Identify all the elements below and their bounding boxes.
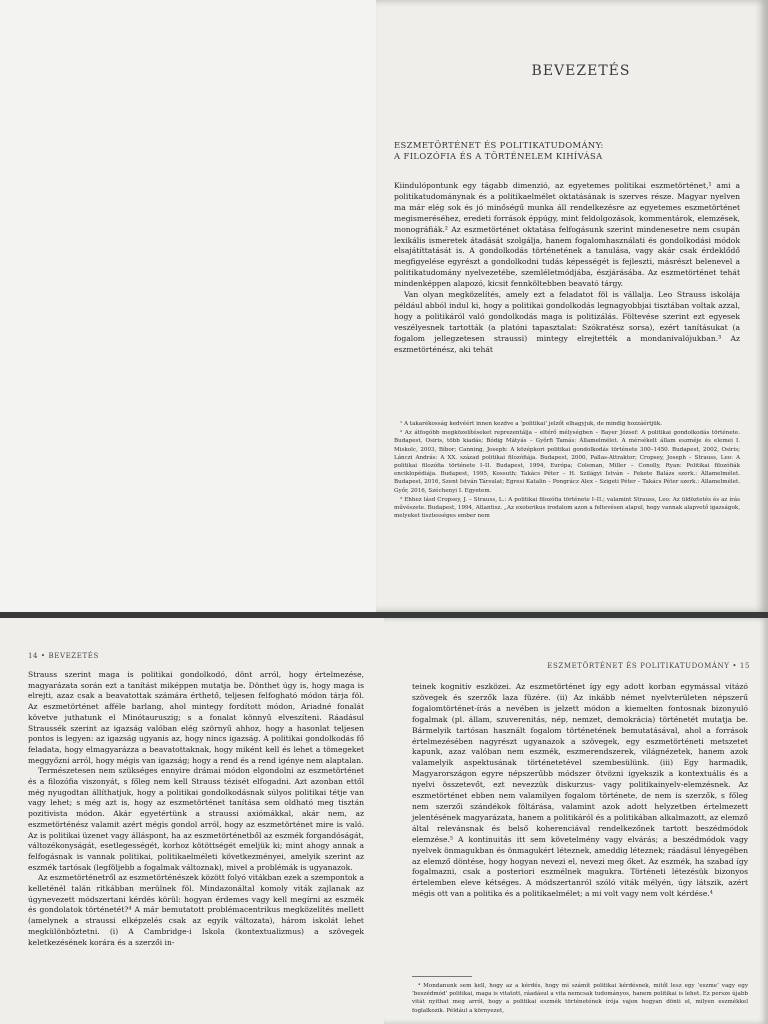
footnote: ³ Ehhez lásd Cropsey, J. – Strauss, L.: A politikai filozófia története I–II.; valamint Strauss, Leo: Az üldöztetés és az írás művészete. Budapest, 1994, Atlantisz. „Az exoterikus irodalom azon a feltevésen alapul, hogy vannak alapvető igazságok, melyeket tisztességes ember nem: [394, 496, 740, 520]
paragraph: Kiindulópontunk egy tágabb dimenzió, az egyetemes politikai eszmetörténet,¹ ami a politikatudománynak és a politikaelmélet oktatásának is szerves része. Magyar nyelven ma már elég sok és jó minőségű munka áll rendelkezésre az egyetemes eszmetörténet megismeréséhez, eredeti források éppúgy, mint feldolgozások, kommentárok, elemzések, monográfiák.² Az eszmetörténet oktatása felfogásunk szerint mindenesetre nem csupán lexikális ismeretek átadását szolgálja, hanem fogalomhasználati és gondolkodási módok elsajátíttatását is. A gondolkodás történetének a tanulása, vagy akár csak érdeklődő megfigyelése egyrészt a gondolkodni tudás képességét is fejleszti, másrészt belenevel a politikatudomány nyelvezetébe, szemléletmódjába, észjárásába. Az eszmetörténet tehát mindenképpen alapozó, kicsit fennköltebben beavató tárgy.: [394, 181, 740, 289]
paragraph: Természetesen nem szükséges ennyire drámai módon elgondolni az eszmetörténet és a filozófia viszonyát, s főleg nem kell Strauss tézisét elfogadni. Azt azonban ettől még nyugodtan állíthatjuk, hogy a politikai gondolkodásnak súlyos politikai tétje van vagy lehet; s még azt is, hogy az eszmetörténet tanítása sem oldható meg tisztán pozitivista módon. Akár egyetértünk a straussi axiómákkal, akár nem, az eszmetörténész valamit azért mégis gondol arról, hogy az eszmetörténet mire is való. Az is politikai üzenet vagy álláspont, ha az eszmetörténetből az eszmék forgandóságát, változékonyságát, esetlegességét, korhoz kötöttségét emeljük ki; mint ahogy annak a felfogásnak is vannak politikai, politikaelméleti következményei, amelyik szerint az eszmék tartósak (legföljebb a fogalmak változnak), mivel a problémák is ugyanazok.: [28, 766, 364, 872]
page-14: [0, 618, 384, 1024]
paragraph: Van olyan megközelítés, amely ezt a feladatot föl is vállalja. Leo Strauss iskolája például abból indul ki, hogy a politikai gondolkodás legnagyobbjai tisztában voltak azzal, hogy a politikáról való gondolkodás maga is politizálás. Föltevése szerint ezt egyesek veszélyesnek tartották (a platóni tapasztalat: Szókratész sorsa), ezért tanításukat (a fogalom jellegzetesen straussi) mintegy elrejtették a mondanivalójukban.³ Az eszmetörténész, aki tehát: [394, 290, 740, 354]
section-heading: [394, 140, 739, 162]
footnotes: [412, 982, 748, 1016]
body-text: [394, 181, 740, 356]
body-text: [28, 670, 364, 948]
page-15: [384, 618, 768, 1024]
footnote-rule: [412, 976, 472, 977]
chapter-title: BEVEZETÉS: [531, 63, 631, 79]
body-text: [412, 682, 748, 900]
chapter-opening-page: [376, 0, 768, 612]
section-heading-line-1: ESZMETÖRTÉNET ÉS POLITIKATUDOMÁNY:: [394, 140, 604, 150]
footnote: ⁴ Mondanunk sem kell, hogy az a kérdés, hogy mi számít politikai kérdésnek, mitől lesz egy ’eszme’ vagy egy ’beszédmód’ politikai, maga is vitatott, ráadásul a vita nemcsak tudományos, hanem politikai is lehet. Ez persze újabb vitát nyithat meg arról, hogy a politikai eszmék történetének írója vajon hogyan dönti el, milyen eszmékkel foglalkozik. Például a környezet,: [412, 983, 748, 1014]
footnote: ² Az átfogóbb megközelítéseket reprezentálja – eltérő mélységben – Bayer József: A politikai gondolkodás története. Budapest, Osiris, több kiadás; Bódig Mátyás – Győrfi Tamás: Államelmélet. A mérsékelt állam eszméje és elemei I. Miskolc, 2003, Bíbor; Canning, Joseph: A középkori politikai gondolkodás története 300–1450. Budapest, 2002, Osiris; Lánczi András: A XX. század politikai filozófiája. Budapest, 2000, Pallas-Attraktor; Cropsey, Joseph – Strauss, Leo: A politikai filozófia története I–II. Budapest, 1994, Európa; Coleman, Miller – Conolly, Ryan: Politikai filozófiák enciklopédiája. Budapest, 1995, Kossuth; Takács Péter – H. Szilágyi István – Fekete Balázs szerk.: Államelmélet. Budapest, 2016, Szent István Társulat; Egresi Katalin – Pongrácz Alex – Szigeti Péter – Takács Péter szerk.: Államelmélet. Győr, 2016, Széchenyi I. Egyetem.: [394, 430, 740, 494]
blank-page: [0, 0, 376, 612]
running-header-left: 14 • BEVEZETÉS: [28, 652, 99, 660]
footnote: ¹ A takarékosság kedvéért innen kezdve a ’politikai’ jelzőt elhagyjuk, de mindig hozzáértjük.: [400, 421, 663, 427]
paragraph: Az eszmetörténetről az eszmetörténészek között folyó vitákban ezek a szempontok a kelleténél talán ritkábban merülnek föl. Mindazonáltal komoly viták zajlanak az úgynevezett módszertani kérdés körül: hogyan érdemes vagy kell megírni az eszmék és gondolatok történetét?⁴ A már bemutatott problémacentrikus megközelítés mellett (amelynek a straussi elképzelés csak az egyik változata), három iskolát lehet megkülönböztetni. (i) A Cambridge-i Iskola (kontextualizmus) a szövegek keletkezésének korára és a szerzői in-: [28, 873, 364, 947]
paragraph: teinek kognitív eszközei. Az eszmetörténet így egy adott korban egymással vitázó szövegek és szerzők laza füzére. (ii) Az inkább német nyelvterületen népszerű fogalomtörténet-írás a nevében is jelzett módon a kiemelten fontosnak bizonyuló fogalmak (pl. állam, szuverenitás, nép, nemzet, demokrácia) történetét mutatja be. Bármelyik tartósan használt fogalom történetének bemutatásával, ahol a források értelmezésében nagyrészt ugyanazok a szövegek, egy eszmetörténeti metszetet kapunk, azaz valóban nem eszmék, eszmerendszerek, világnézetek, hanem azok valamelyik aspektusának történetetével szembesülünk. (iii) Egy harmadik, Magyarországon egyre népszerűbb módszer ötvözni igyekszik a kontextuális és a nyelvi összetevőt, ezt nevezzük diskurzus- vagy politikainyelv-elemzésnek. Az eszmetörténet ebben nem valamilyen fogalom története, de nem is szerzők, s főleg nem szerzői szándékok föltárása, valamint azok adott helyzetben értelmezett jelentésének magyarázata, hanem a politikáról és a politikában alkalmazott, az elemző által relevánsnak és belső koherenciával rendelkezőnek tartott beszédmódok elemzése.⁵ A kontinuitás itt sem követelmény vagy elvárás; a beszédmódok vagy nyelvek önmagukban és önmagukért léteznek, ameddig léteznek; ráadásul lényegében az elemző döntése, hogy hogyan nevezi el, nevezi meg őket. Az eszmék, ha szabad így fogalmazni, csak a posteriori eszmélnek magukra. Történeti létezésük bizonyos értelemben eleve kétséges. A módszertanról szóló viták mélyén, úgy látszik, azért mégis ott van a politika és a politikaelmélet; a mi volt vagy nem volt kérdése.⁴: [412, 682, 748, 899]
running-header-right: ESZMETÖRTÉNET ÉS POLITIKATUDOMÁNY • 15: [547, 662, 750, 670]
paragraph: Strauss szerint maga is politikai gondolkodó, dönt arról, hogy értelmezése, magyarázata során ezt a tanítást miképpen mutatja be. Dönthet úgy is, hogy maga is elrejti, azaz csak a beavatottak számára érthető, teljesen felfogható módon tárja föl. Az eszmetörténet afféle barlang, ahol mintegy fordított módon, Ariadné fonalát követve juthatunk el Minótauruszig; s a fonalat könnyű elveszíteni. Ráadásul Straussék szerint az igazság valóban elég szörnyű ahhoz, hogy a hasonlat teljesen pontos is legyen: az igazság ugyanis az, hogy nincs igazság. A politikai gondolkodás fő feladata, hogy elmagyarázza a beavatottaknak, hogy miként kell és lehet a tömegeket meggyőzni arról, hogy mégis van igazság; hogy a rend és a rend igénye nem alaptalan.: [28, 670, 364, 765]
section-heading-line-2: A FILOZÓFIA ÉS A TÖRTÉNELEM KIHÍVÁSA: [394, 151, 603, 161]
footnotes: [394, 420, 740, 521]
